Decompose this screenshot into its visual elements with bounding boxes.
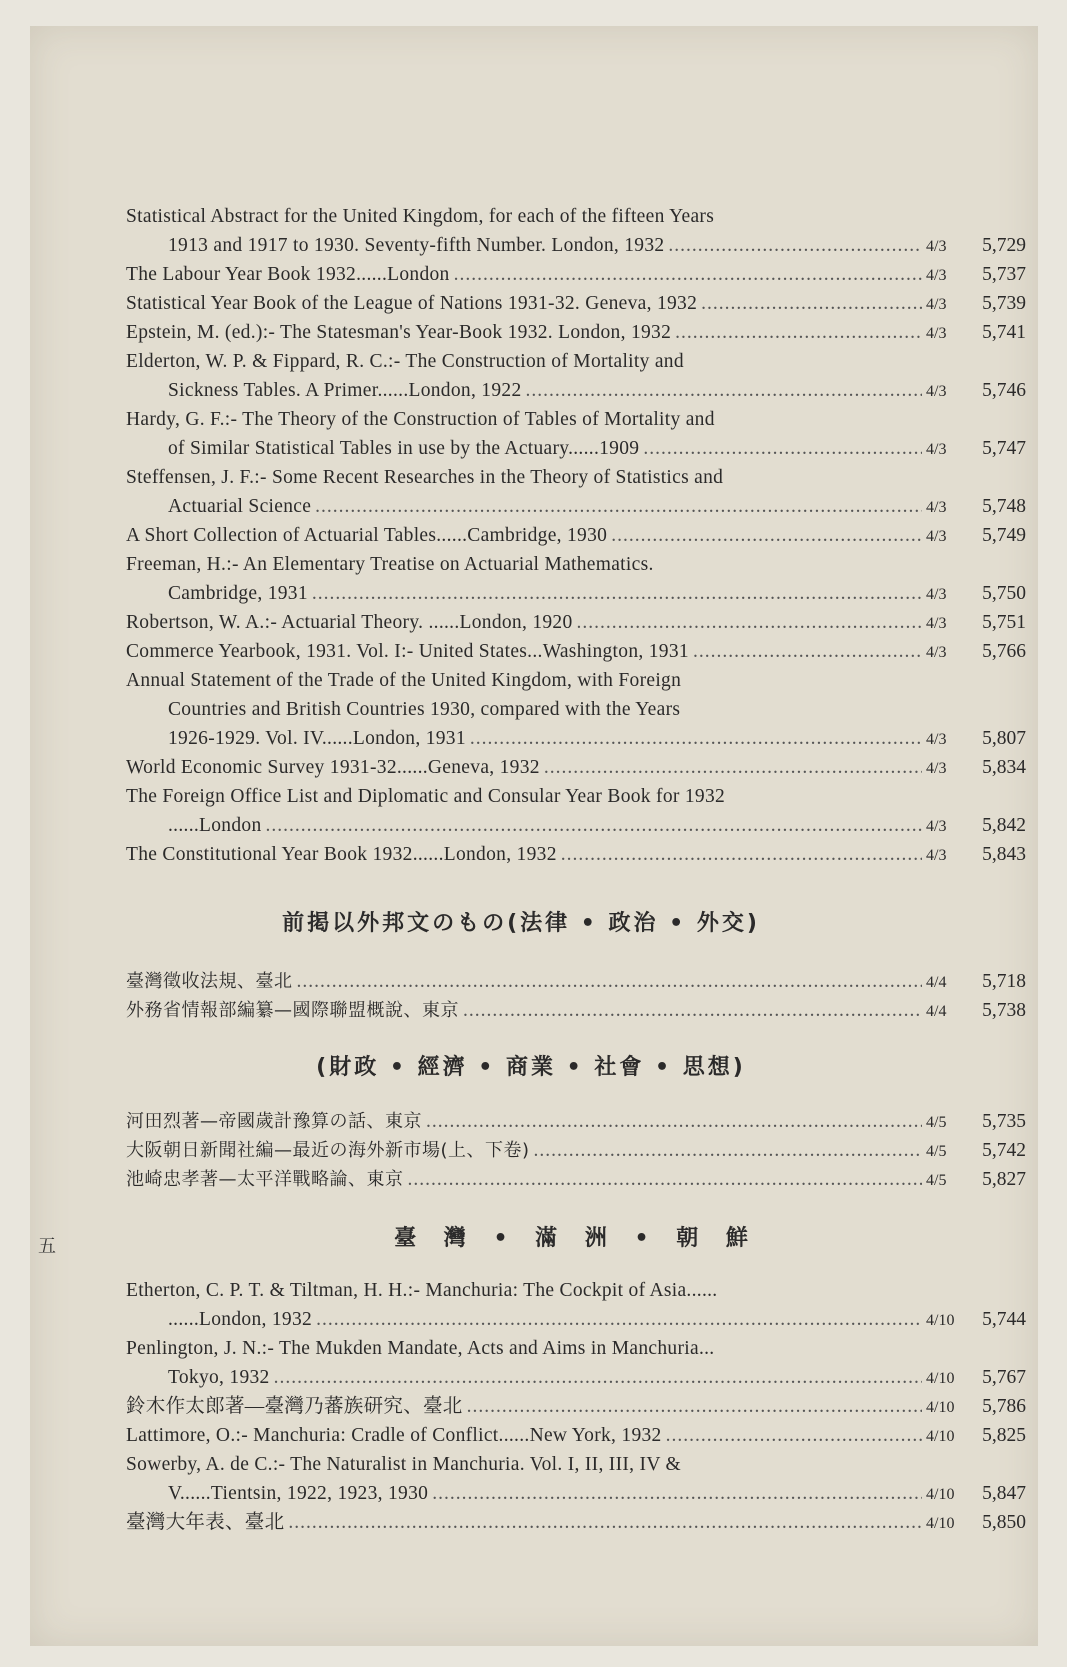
entry-text: Penlington, J. N.:- The Mukden Mandate, Acts and Aims in Manchuria... (126, 1338, 715, 1359)
entry-line (126, 1508, 1026, 1537)
entry-line (126, 637, 1026, 666)
catalog-entry (126, 996, 1026, 1025)
entry-line (126, 840, 1026, 869)
entry-number: 5,748 (982, 496, 1026, 517)
entry-text: Sickness Tables. A Primer......London, 1922 (168, 380, 522, 401)
entry-text: Epstein, M. (ed.):- The Statesman's Year-Book 1932. London, 1932 (126, 322, 672, 343)
catalog-entry (126, 1450, 1026, 1508)
entry-number: 5,735 (982, 1111, 1026, 1132)
entry-size: 4/3 (926, 528, 947, 545)
entry-line (126, 1392, 1026, 1421)
entry-text: Steffensen, J. F.:- Some Recent Researches in the Theory of Statistics and (126, 467, 724, 488)
leader-dots (316, 1305, 922, 1334)
entry-line (126, 811, 1026, 840)
entry-line (126, 996, 1026, 1025)
entry-text: Robertson, W. A.:- Actuarial Theory. ......London, 1920 (126, 612, 573, 633)
entry-size: 4/3 (926, 296, 947, 313)
section-taiwan-manchuria-korea-entries (126, 1276, 1026, 1537)
entry-number: 5,827 (982, 1169, 1026, 1190)
entry-size: 4/3 (926, 760, 947, 777)
entry-size: 4/3 (926, 383, 947, 400)
entry-text: Etherton, C. P. T. & Tiltman, H. H.:- Manchuria: The Cockpit of Asia...... (126, 1280, 718, 1301)
catalog-entry (126, 202, 1026, 260)
entry-line (126, 202, 1026, 231)
entry-size: 4/5 (926, 1143, 947, 1160)
entry-size: 4/4 (926, 974, 947, 991)
entry-line (126, 492, 1026, 521)
section-law-politics-entries (126, 967, 1026, 1025)
entry-number: 5,842 (982, 815, 1026, 836)
catalog-entry (126, 260, 1026, 289)
leader-dots (561, 840, 922, 869)
entry-number: 5,807 (982, 728, 1026, 749)
entry-text: Tokyo, 1932 (168, 1367, 270, 1388)
catalog-entry (126, 753, 1026, 782)
catalog-entry (126, 782, 1026, 840)
entry-text: Cambridge, 1931 (168, 583, 308, 604)
entry-line (126, 782, 1026, 811)
entry-text: Freeman, H.:- An Elementary Treatise on Actuarial Mathematics. (126, 554, 654, 575)
entry-line (126, 1363, 1026, 1392)
entry-text: 臺灣大年表、臺北 (126, 1512, 285, 1533)
catalog-entry (126, 1107, 1026, 1136)
entry-number: 5,843 (982, 844, 1026, 865)
entry-size: 4/10 (926, 1312, 955, 1329)
entry-text: The Labour Year Book 1932......London (126, 264, 450, 285)
leader-dots (266, 811, 922, 840)
entry-number: 5,847 (982, 1483, 1026, 1504)
leader-dots (526, 376, 922, 405)
catalog-entry (126, 318, 1026, 347)
entry-size: 4/3 (926, 818, 947, 835)
entry-line (126, 318, 1026, 347)
entry-text: Annual Statement of the Trade of the United Kingdom, with Foreign (126, 670, 682, 691)
entry-size: 4/3 (926, 238, 947, 255)
entry-text: V......Tientsin, 1922, 1923, 1930 (168, 1483, 429, 1504)
entry-size: 4/4 (926, 1003, 947, 1020)
entry-size: 4/3 (926, 615, 947, 632)
entry-number: 5,739 (982, 293, 1026, 314)
section-heading-taiwan-manchuria-korea: 臺 灣 • 滿 洲 • 朝 鮮 (394, 1226, 758, 1251)
entry-text: Sowerby, A. de C.:- The Naturalist in Manchuria. Vol. I, II, III, IV & (126, 1454, 681, 1475)
section-heading-law-politics: 前掲以外邦文のもの(法律 • 政治 • 外交) (282, 911, 760, 936)
leader-dots (577, 608, 922, 637)
catalog-entry (126, 967, 1026, 996)
leader-dots (643, 434, 922, 463)
entry-line (126, 1107, 1026, 1136)
catalog-entry (126, 1392, 1026, 1421)
leader-dots (693, 637, 922, 666)
entry-size: 4/3 (926, 441, 947, 458)
leader-dots (666, 1421, 922, 1450)
catalog-entry (126, 550, 1026, 608)
entry-text: The Constitutional Year Book 1932......London, 1932 (126, 844, 557, 865)
entry-text: Countries and British Countries 1930, compared with the Years (168, 699, 681, 720)
entry-size: 4/3 (926, 586, 947, 603)
entry-number: 5,741 (982, 322, 1026, 343)
entry-line (126, 347, 1026, 376)
leader-dots (701, 289, 922, 318)
entry-line (126, 550, 1026, 579)
entry-size: 4/10 (926, 1370, 955, 1387)
entry-text: Actuarial Science (168, 496, 312, 517)
entry-line (126, 1421, 1026, 1450)
entry-number: 5,746 (982, 380, 1026, 401)
entry-text: 鈴木作太郎著—臺灣乃蕃族研究、臺北 (126, 1396, 463, 1417)
entry-line (126, 405, 1026, 434)
entry-number: 5,786 (982, 1396, 1026, 1417)
entry-size: 4/10 (926, 1428, 955, 1445)
entry-number: 5,850 (982, 1512, 1026, 1533)
entry-line (126, 967, 1026, 996)
entry-size: 4/3 (926, 325, 947, 342)
catalog-entry (126, 1136, 1026, 1165)
entry-line (126, 753, 1026, 782)
entry-size: 4/3 (926, 499, 947, 516)
entry-number: 5,767 (982, 1367, 1026, 1388)
entry-text: ......London (168, 815, 262, 836)
entry-line (126, 724, 1026, 753)
leader-dots (467, 1392, 922, 1421)
entry-text: 外務省情報部編纂—國際聯盟概說、東京 (126, 1000, 459, 1021)
entry-text: 河田烈著—帝國歲計豫算の話、東京 (126, 1111, 422, 1132)
entry-number: 5,744 (982, 1309, 1026, 1330)
page-number-mark: 五 (38, 1236, 56, 1257)
entry-size: 4/10 (926, 1399, 955, 1416)
leader-dots (274, 1363, 922, 1392)
entry-line (126, 289, 1026, 318)
entry-number: 5,766 (982, 641, 1026, 662)
entry-line (126, 1479, 1026, 1508)
entry-number: 5,738 (982, 1000, 1026, 1021)
entry-size: 4/5 (926, 1114, 947, 1131)
entry-text: Elderton, W. P. & Fippard, R. C.:- The Construction of Mortality and (126, 351, 684, 372)
entry-text: World Economic Survey 1931-32......Geneva, 1932 (126, 757, 540, 778)
entry-text: A Short Collection of Actuarial Tables......Cambridge, 1930 (126, 525, 608, 546)
entry-size: 4/3 (926, 644, 947, 661)
leader-dots (463, 996, 922, 1025)
entry-line (126, 1165, 1026, 1194)
entry-line (126, 1136, 1026, 1165)
leader-dots (668, 231, 922, 260)
entry-line (126, 608, 1026, 637)
entry-number: 5,747 (982, 438, 1026, 459)
leader-dots (544, 753, 922, 782)
entry-size: 4/3 (926, 731, 947, 748)
entry-text: of Similar Statistical Tables in use by the Actuary......1909 (168, 438, 640, 459)
entry-text: 大阪朝日新聞社編—最近の海外新市場(上、下卷) (126, 1140, 530, 1161)
catalog-entry (126, 1165, 1026, 1194)
entry-number: 5,742 (982, 1140, 1026, 1161)
entry-line (126, 666, 1026, 695)
entry-line (126, 579, 1026, 608)
catalog-entry (126, 1334, 1026, 1392)
section-finance-economy-entries (126, 1107, 1026, 1194)
entry-line (126, 695, 1026, 724)
leader-dots (408, 1165, 923, 1194)
leader-dots (426, 1107, 922, 1136)
entry-number: 5,718 (982, 971, 1026, 992)
leader-dots (675, 318, 922, 347)
entry-line (126, 376, 1026, 405)
entry-number: 5,750 (982, 583, 1026, 604)
entry-text: Commerce Yearbook, 1931. Vol. I:- United States...Washington, 1931 (126, 641, 689, 662)
entry-size: 4/10 (926, 1515, 955, 1532)
leader-dots (288, 1508, 922, 1537)
entry-text: 1926-1929. Vol. IV......London, 1931 (168, 728, 466, 749)
catalog-list (126, 202, 1026, 1537)
entry-text: Hardy, G. F.:- The Theory of the Construction of Tables of Mortality and (126, 409, 715, 430)
entry-line (126, 1450, 1026, 1479)
scanned-page (30, 26, 1038, 1646)
leader-dots (312, 579, 922, 608)
entry-line (126, 260, 1026, 289)
catalog-entry (126, 405, 1026, 463)
catalog-entry (126, 1421, 1026, 1450)
entry-text: 池崎忠孝著—太平洋戰略論、東京 (126, 1169, 404, 1190)
catalog-entry (126, 1508, 1026, 1537)
entry-size: 4/5 (926, 1172, 947, 1189)
catalog-entry (126, 1276, 1026, 1334)
entry-line (126, 1305, 1026, 1334)
entry-number: 5,751 (982, 612, 1026, 633)
entry-size: 4/3 (926, 267, 947, 284)
entry-number: 5,749 (982, 525, 1026, 546)
entry-number: 5,729 (982, 235, 1026, 256)
entry-text: Statistical Abstract for the United Kingdom, for each of the fifteen Years (126, 206, 715, 227)
catalog-entry (126, 666, 1026, 753)
entry-number: 5,825 (982, 1425, 1026, 1446)
entry-number: 5,834 (982, 757, 1026, 778)
entry-line (126, 463, 1026, 492)
western-entries (126, 202, 1026, 869)
leader-dots (432, 1479, 922, 1508)
entry-text: 1913 and 1917 to 1930. Seventy-fifth Number. London, 1932 (168, 235, 665, 256)
entry-size: 4/3 (926, 847, 947, 864)
entry-text: ......London, 1932 (168, 1309, 313, 1330)
entry-text: The Foreign Office List and Diplomatic and Consular Year Book for 1932 (126, 786, 726, 807)
section-heading-finance-economy: (財政 • 經濟 • 商業 • 社會 • 思想) (316, 1055, 746, 1080)
catalog-entry (126, 463, 1026, 521)
leader-dots (470, 724, 922, 753)
entry-text: Statistical Year Book of the League of Nations 1931-32. Geneva, 1932 (126, 293, 698, 314)
leader-dots (534, 1136, 922, 1165)
entry-text: Lattimore, O.:- Manchuria: Cradle of Conflict......New York, 1932 (126, 1425, 662, 1446)
catalog-entry (126, 521, 1026, 550)
entry-size: 4/10 (926, 1486, 955, 1503)
entry-number: 5,737 (982, 264, 1026, 285)
catalog-entry (126, 289, 1026, 318)
entry-line (126, 521, 1026, 550)
entry-line (126, 231, 1026, 260)
entry-text: 臺灣徵收法規、臺北 (126, 971, 293, 992)
leader-dots (454, 260, 922, 289)
catalog-entry (126, 347, 1026, 405)
leader-dots (297, 967, 923, 996)
entry-line (126, 434, 1026, 463)
catalog-entry (126, 637, 1026, 666)
leader-dots (611, 521, 922, 550)
entry-line (126, 1334, 1026, 1363)
entry-line (126, 1276, 1026, 1305)
leader-dots (315, 492, 922, 521)
catalog-entry (126, 608, 1026, 637)
catalog-entry (126, 840, 1026, 869)
